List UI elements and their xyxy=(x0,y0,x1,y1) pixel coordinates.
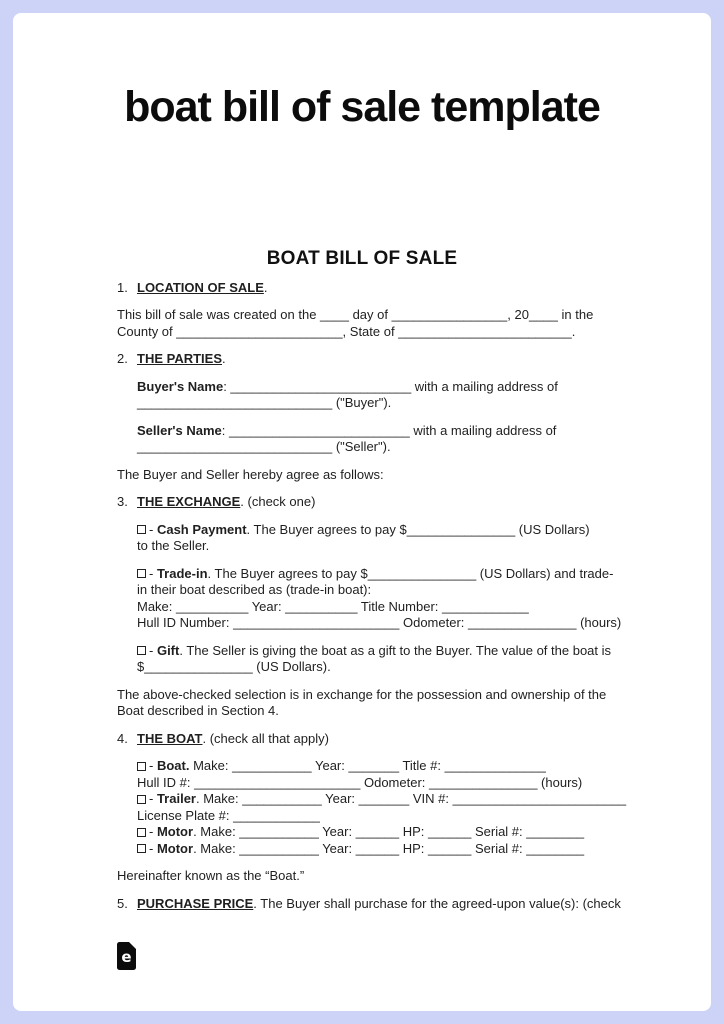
buyer-name-blank: : _________________________ with a mailing address of xyxy=(223,378,558,394)
document-body xyxy=(117,248,627,970)
exchange-closing-line-1: The above-checked selection is in exchange for the possession and ownership of the xyxy=(117,686,607,702)
license-plate-line: License Plate #: ____________ xyxy=(137,807,320,823)
seller-name-blank: : _________________________ with a mailing address of xyxy=(221,422,557,438)
section-2-title: THE PARTIES xyxy=(137,351,222,367)
gift-line-1 xyxy=(137,642,612,660)
exchange-closing-line-2: Boat described in Section 4. xyxy=(117,703,279,719)
section-2-suffix: . xyxy=(222,351,226,367)
motor-line-1 xyxy=(137,824,607,841)
location-line-1: This bill of sale was created on the ____ day of ________________, 20____ in the xyxy=(117,307,594,323)
page-fold-icon xyxy=(129,942,136,949)
motor-1-label: Motor xyxy=(156,824,194,840)
motor-2-dash: - xyxy=(149,840,157,856)
seller-name-block xyxy=(117,423,607,456)
eforms-logo xyxy=(117,942,136,970)
checkbox-icon[interactable] xyxy=(137,795,146,804)
page-title: boat bill of sale template xyxy=(124,83,600,131)
section-5-heading xyxy=(117,895,621,913)
section-3-suffix: . (check one) xyxy=(240,494,316,510)
section-1-suffix: . xyxy=(263,279,268,295)
checkbox-icon[interactable] xyxy=(137,762,146,771)
cash-payment-option xyxy=(117,522,607,555)
gift-dash: - xyxy=(149,642,157,658)
section-3-number: 3. xyxy=(117,494,128,510)
trade-in-label: Trade-in xyxy=(156,565,208,581)
trade-in-line-2: in their boat described as (trade-in boat): xyxy=(137,582,372,598)
trade-in-text: . The Buyer agrees to pay $_______________ (US Dollars) and trade- xyxy=(207,565,614,581)
section-2-heading xyxy=(117,351,607,368)
document-page xyxy=(13,13,711,1011)
hereinafter-line: Hereinafter known as the “Boat.” xyxy=(117,868,305,884)
section-1-title: LOCATION OF SALE xyxy=(137,279,264,295)
buyer-name-line-2: ___________________________ ("Buyer"). xyxy=(137,395,392,411)
section-5-number: 5. xyxy=(117,895,128,911)
section-5-title: PURCHASE PRICE xyxy=(137,895,254,911)
section-4-heading xyxy=(117,731,607,748)
boat-hull-odometer-line: Hull ID #: _______________________ Odometer: _______________ (hours) xyxy=(137,774,583,790)
buyer-name-label: Buyer's Name xyxy=(137,378,224,394)
gift-label: Gift xyxy=(156,642,180,658)
section-5-suffix: . The Buyer shall purchase for the agreed-upon value(s): (check xyxy=(253,895,621,911)
gift-option xyxy=(117,642,612,676)
boat-text: Make: ___________ Year: _______ Title #: ______________ xyxy=(189,758,546,774)
section-1-number: 1. xyxy=(117,279,128,295)
cash-dash: - xyxy=(149,521,157,537)
section-2-number: 2. xyxy=(117,351,128,367)
logo-letter: e xyxy=(121,948,132,967)
section-4-title: THE BOAT xyxy=(137,730,203,746)
buyer-name-line-1 xyxy=(137,379,607,396)
location-line-2: County of _______________________, State of ________________________. xyxy=(117,323,576,339)
trade-in-option xyxy=(117,565,622,632)
section-3-heading xyxy=(117,494,607,511)
checkbox-icon[interactable] xyxy=(137,646,146,655)
section-4-suffix: . (check all that apply) xyxy=(202,730,329,746)
gift-line-2: $_______________ (US Dollars). xyxy=(137,659,331,675)
trade-in-hull-odometer-line: Hull ID Number: _______________________ Odometer: _______________ (hours) xyxy=(137,615,622,631)
trailer-line xyxy=(137,791,627,808)
trailer-dash: - xyxy=(149,791,157,807)
boat-checklist xyxy=(117,758,627,857)
trade-in-line-1 xyxy=(137,565,614,583)
location-paragraph xyxy=(117,307,607,340)
cash-payment-line-2: to the Seller. xyxy=(137,538,210,554)
trailer-label: Trailer xyxy=(156,791,196,807)
motor-line-2 xyxy=(137,841,607,858)
cash-payment-line-1 xyxy=(137,522,607,539)
seller-name-label: Seller's Name xyxy=(137,422,222,438)
checkbox-icon[interactable] xyxy=(137,569,146,578)
boat-dash: - xyxy=(149,758,157,774)
section-3-title: THE EXCHANGE xyxy=(137,494,241,510)
cash-payment-text: . The Buyer agrees to pay $_______________ (US Dollars) xyxy=(246,521,590,537)
motor-1-text: . Make: ___________ Year: ______ HP: ______ Serial #: ________ xyxy=(193,824,585,840)
seller-name-line-1 xyxy=(137,423,607,440)
seller-name-line-2: ___________________________ ("Seller"). xyxy=(137,439,391,455)
boat-line xyxy=(137,758,607,775)
buyer-name-block xyxy=(117,379,607,412)
gift-text: . The Seller is giving the boat as a gift to the Buyer. The value of the boat is xyxy=(179,642,612,658)
trade-in-make-year-title-line: Make: __________ Year: __________ Title Number: ____________ xyxy=(137,598,529,614)
document-heading: BOAT BILL OF SALE xyxy=(266,248,458,270)
cash-payment-label: Cash Payment xyxy=(156,521,247,537)
trailer-text: . Make: ___________ Year: _______ VIN #: ________________________ xyxy=(195,791,627,807)
motor-2-text: . Make: ___________ Year: ______ HP: ______ Serial #: ________ xyxy=(193,840,585,856)
checkbox-icon[interactable] xyxy=(137,844,146,853)
agreement-intro-line: The Buyer and Seller hereby agree as follows: xyxy=(117,466,384,482)
section-1-heading xyxy=(117,280,607,297)
checkbox-icon[interactable] xyxy=(137,828,146,837)
motor-2-label: Motor xyxy=(156,840,194,856)
checkbox-icon[interactable] xyxy=(137,525,146,534)
motor-1-dash: - xyxy=(149,824,157,840)
boat-label: Boat. xyxy=(156,758,190,774)
section-4-number: 4. xyxy=(117,730,128,746)
exchange-closing-paragraph xyxy=(117,687,607,720)
trade-dash: - xyxy=(149,565,157,581)
